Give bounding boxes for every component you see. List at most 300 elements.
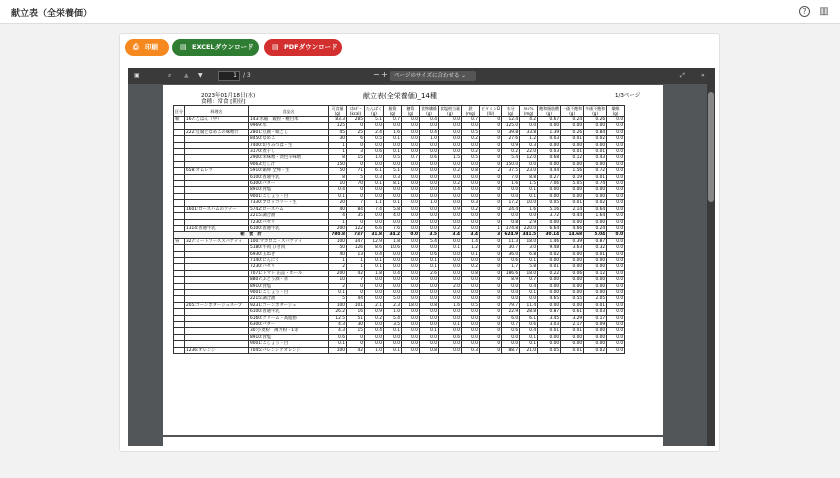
table-cell: 0.7 [462,117,480,123]
zoom-select[interactable]: ページのサイズに合わせる ⌄ [390,71,476,81]
table-cell: 0.0 [439,257,462,263]
table-cell: 0.1 [520,334,538,340]
table-cell: 0.5 [462,129,480,135]
table-cell: 0.0 [607,193,625,199]
table-cell: 0.2 [439,225,462,231]
table-cell: 0 [480,123,502,129]
table-cell: 0.0 [607,328,625,334]
table-cell: 0.1 [439,322,462,328]
table-cell: 0.0 [439,200,462,206]
table-cell: 0 [480,181,502,187]
table-cell: 0.0 [402,142,420,148]
table-cell: 0.0 [462,193,480,199]
table-cell: 0.9 [439,206,462,212]
pdf-viewer [128,68,715,446]
table-cell: 0.00 [561,142,584,148]
table-cell: 0.0 [607,225,625,231]
table-cell: 0.00 [584,219,607,225]
table-cell: 100 [329,347,347,353]
table-cell: 0.00 [584,264,607,270]
doc-title: 献立表(全栄養価)_14種 [363,92,437,100]
table-cell: 0.19 [561,174,584,180]
table-cell: 0.0 [420,213,439,219]
table-cell: 0.0 [462,174,480,180]
table-cell: 222:豆腐となめこの味噌汁 [185,129,249,135]
table-cell: 0.8 [420,347,439,353]
table-cell: 0.0 [384,257,402,263]
table-cell: 昼 [174,238,185,244]
table-cell: 1.5 [439,155,462,161]
table-cell: 0.0 [402,129,420,135]
table-cell: 0.0 [420,149,439,155]
table-cell: 8807:ぶどう酒・赤 [249,277,329,283]
table-cell: 1.6 [439,302,462,308]
table-cell: 1 [329,219,347,225]
table-cell: 0.3 [384,174,402,180]
table-cell: 1 [329,149,347,155]
table-cell: 4.0 [384,213,402,219]
table-cell: 2900:米味噌・淡色辛味噌 [249,155,329,161]
table-cell: 1314:普通牛乳 [185,225,249,231]
table-cell: 8 [329,155,347,161]
table-cell: 0.0 [420,161,439,167]
table-cell: 0 [480,219,502,225]
table-cell: 0.00 [561,289,584,295]
more-tools-icon[interactable]: » [701,72,705,79]
table-cell: 5.1 [384,168,402,174]
page-number-input[interactable]: 1 [218,71,240,81]
table-cell: 30:小麦粉 薄力粉・1等 [249,328,329,334]
table-cell: 0.0 [402,347,420,353]
table-cell: 0.0 [520,161,538,167]
table-cell: 5.4 [502,155,520,161]
table-cell: 0.1 [384,200,402,206]
table-cell: 0.1 [365,181,384,187]
table-cell: 0.00 [584,123,607,129]
table-cell: 0 [347,289,365,295]
table-row [174,347,625,353]
table-cell: 9001:こしょう・白 [249,193,329,199]
table-cell: 5.8 [520,264,538,270]
table-cell: 3 [347,149,365,155]
table-cell: 101 [347,302,365,308]
table-cell: 0.4 [365,251,384,257]
table-cell: 0 [480,309,502,315]
table-cell: 6100:普通牛乳 [249,309,329,315]
table-cell: 30 [329,136,347,142]
table-cell: 0 [480,213,502,219]
table-cell: 0.4 [439,187,462,193]
table-cell: 0.00 [584,328,607,334]
table-cell: 24.4 [502,206,520,212]
table-cell: 1.0 [384,309,402,315]
zoom-in-icon[interactable]: + [381,70,388,79]
table-cell: 0.4 [329,187,347,193]
table-cell: 1236:オレンジ [185,347,249,353]
table-cell: 0 [347,187,365,193]
table-cell: 6.6 [365,225,384,231]
excel-download-button[interactable]: ▤ EXCELダウンロード [172,39,259,56]
fullscreen-icon[interactable]: ⤢ [680,72,685,79]
table-cell: 0.17 [584,315,607,321]
table-cell: 0.1 [384,149,402,155]
table-cell: 0.8 [502,219,520,225]
table-cell: 0.5 [462,155,480,161]
table-cell: 341.5 [520,232,538,238]
table-cell: 0.6 [502,257,520,263]
table-cell: 0.0 [607,302,625,308]
table-cell: 0.0 [402,315,420,321]
table-cell: 84 [347,206,365,212]
table-cell: 0.0 [402,251,420,257]
viewer-scrollbar[interactable] [707,84,715,446]
table-cell: 0.0 [402,123,420,129]
table-cell: 0.0 [462,213,480,219]
table-cell: 0.0 [420,181,439,187]
table-cell: 7.4 [365,206,384,212]
table-cell: 0 [347,334,365,340]
table-cell: 0.0 [439,270,462,276]
table-cell: 3.0 [520,245,538,251]
table-cell: 5.16 [538,206,561,212]
table-cell: 9001:こしょう・白 [249,289,329,295]
table-cell: 0.00 [561,123,584,129]
table-cell: 3.4 [439,232,462,238]
table-cell: 34.2 [384,232,402,238]
help-icon[interactable]: ? [799,6,810,17]
table-cell: 0.9 [365,309,384,315]
table-cell: 0.00 [584,193,607,199]
table-cell: 186.6 [502,270,520,276]
table-cell: 0.00 [561,277,584,283]
table-cell: 7230:パセリ [249,264,329,270]
table-cell: 0.0 [607,238,625,244]
table-cell: 15 [347,155,365,161]
table-cell: 2.3 [384,302,402,308]
table-cell: 125.0 [502,123,520,129]
table-cell: 0 [347,123,365,129]
table-cell: 0.0 [365,277,384,283]
table-cell: 2.4 [365,129,384,135]
table-cell: 0.0 [420,283,439,289]
table-cell: 0.0 [462,341,480,347]
column-header: たんぱく (g) [366,106,382,116]
table-cell: 0.05 [538,200,561,206]
table-cell: 0.00 [584,187,607,193]
table-cell: 0.00 [584,257,607,263]
table-cell: 0.0 [402,270,420,276]
table-cell: 0.0 [384,193,402,199]
table-cell: 0 [480,315,502,321]
column-header: 食品名 [249,106,329,117]
table-cell: 6300:バター [249,322,329,328]
table-cell: 0.39 [561,238,584,244]
column-header: ｶﾙｼｳﾑ (mg) [520,106,538,117]
column-header: 食塩相当量 (g) [440,106,460,116]
table-cell: 0.1 [520,341,538,347]
table-cell: 0.0 [439,117,462,123]
table-cell: 8910:食塩 [249,334,329,340]
table-cell: 18.0 [402,302,420,308]
table-cell: 0.0 [402,187,420,193]
table-cell: 1.39 [538,129,561,135]
table-cell: 0.0 [607,289,625,295]
table-cell: 0.1 [365,264,384,270]
table-cell: 0.0 [384,283,402,289]
table-cell: 0.00 [538,277,561,283]
table-cell: 0.0 [439,309,462,315]
table-cell: 0.0 [402,200,420,206]
table-cell: 1.2 [520,136,538,142]
table-cell: 3 [480,232,502,238]
table-cell: 0.8 [462,270,480,276]
table-cell: 0.0 [439,328,462,334]
table-cell: 10.6 [384,245,402,251]
table-cell: 347 [347,238,365,244]
table-cell: 0.1 [384,328,402,334]
table-cell: 4.2 [520,117,538,123]
table-cell: 205:コーンポタージュスープ [185,302,249,308]
table-cell: 1 [480,225,502,231]
table-cell: 3170:煮干し [249,149,329,155]
table-cell: 5.8 [384,206,402,212]
table-cell: 0.0 [607,251,625,257]
table-cell: 28.8 [520,309,538,315]
printer-icon: ⎙ [133,43,139,51]
table-cell: 0 [347,283,365,289]
table-cell: 0.0 [607,334,625,340]
column-header: 可食量 (g) [329,106,347,117]
table-cell: 0.00 [561,283,584,289]
table-cell: 0.0 [502,334,520,340]
table-body [174,117,625,354]
table-cell: 0.1 [420,264,439,270]
table-cell: 6100:普通牛乳 [249,174,329,180]
table-cell: 0.0 [402,213,420,219]
table-cell: 0.0 [607,277,625,283]
table-cell: 0.0 [439,129,462,135]
table-cell: 0.0 [462,142,480,148]
table-cell: 0.6 [420,251,439,257]
table-cell: 0.0 [439,174,462,180]
table-cell: 0.00 [561,257,584,263]
sidebar-toggle-icon[interactable]: ▣ [134,72,140,79]
table-cell: 0.01 [561,149,584,155]
table-cell: 0.1 [462,251,480,257]
table-cell: 0.68 [538,155,561,161]
table-cell: 2.17 [561,322,584,328]
pdf-page [163,85,663,435]
column-header: 脂質 (g) [384,106,402,117]
table-cell: 0.55 [561,296,584,302]
table-cell: 0.0 [402,322,420,328]
table-cell: 0.1 [520,289,538,295]
table-cell: 12.4 [502,117,520,123]
table-cell: 0.01 [561,200,584,206]
table-cell: 0.0 [420,142,439,148]
column-header: 糖質 (g) [402,106,420,117]
table-cell: 0.87 [584,238,607,244]
table-cell: 0.0 [420,245,439,251]
table-cell: 0.0 [462,334,480,340]
search-icon[interactable]: ⌕ [168,72,172,79]
table-cell: 0 [480,347,502,353]
table-cell: 5.05 [561,181,584,187]
table-cell: 1.0 [365,155,384,161]
table-cell: 0.02 [584,136,607,142]
table-cell: 0.1 [520,257,538,263]
table-cell: 0.1 [520,193,538,199]
table-cell: 0.0 [462,309,480,315]
table-cell: 0.0 [365,334,384,340]
table-cell: 0.0 [384,161,402,167]
table-cell: 0.0 [402,232,420,238]
table-cell: 0.0 [420,123,439,129]
table-cell: 0.0 [439,136,462,142]
table-cell: 0 [480,251,502,257]
table-cell: 0.0 [402,289,420,295]
table-cell: 3.45 [538,315,561,321]
table-cell: 0.1 [329,289,347,295]
table-cell: 1.7 [502,264,520,270]
table-cell: 0.0 [607,213,625,219]
table-cell: 0.0 [402,225,420,231]
table-cell: 7.06 [538,181,561,187]
previous-page-icon[interactable]: ▲ [184,72,189,79]
table-cell: 0 [480,341,502,347]
table-cell: 0.0 [402,136,420,142]
table-cell: 0.32 [584,245,607,251]
table-cell: 0.0 [402,174,420,180]
table-cell: 6160:クリーム・高脂肪 [249,315,329,321]
table-cell: 0.0 [520,296,538,302]
scrollbar-thumb[interactable] [708,92,714,202]
table-cell: 0.00 [561,302,584,308]
zoom-out-icon[interactable]: − [373,70,380,79]
table-cell: 6930:玉ねぎ [249,251,329,257]
table-cell: 1.5 [520,181,538,187]
table-cell: 0 [480,187,502,193]
table-cell: 30.7 [502,245,520,251]
top-bar [0,0,840,24]
table-cell: 31.8 [365,232,384,238]
table-cell: 0.0 [462,219,480,225]
table-cell: 0.03 [584,309,607,315]
table-cell: 0.0 [462,277,480,283]
table-cell: 0.0 [365,213,384,219]
table-cell: 42 [347,270,365,276]
table-cell: 0.0 [462,328,480,334]
table-cell: 167:ごはん（中） [185,117,249,123]
table-cell: 0.26 [561,129,584,135]
table-cell: 7 [347,277,365,283]
book-icon[interactable]: ▥ [819,6,829,17]
table-cell: 朝 食 計 [174,232,329,238]
table-cell: 143:水稲 穀粒・精白米 [249,117,329,123]
table-cell: 0.0 [402,117,420,123]
table-cell: 0.0 [402,277,420,283]
table-cell: 0.0 [439,289,462,295]
doc-page-label: 1/3ページ [615,93,641,99]
column-header: ｴﾈﾙｷﾞｰ (kcal) [347,106,365,117]
table-cell: 3.72 [538,213,561,219]
table-cell: 5180:牛肉 ひき肉 [249,245,329,251]
table-cell: 37.5 [502,168,520,174]
print-button[interactable]: ⎙ 印刷 [125,39,169,56]
table-cell: 10.0 [520,200,538,206]
table-cell: 0.0 [420,322,439,328]
table-cell: 0.27 [538,174,561,180]
table-cell: 45 [329,129,347,135]
table-cell: 1.0 [420,136,439,142]
table-cell: 0.0 [607,347,625,353]
table-cell: 0.1 [365,257,384,263]
table-cell: 0.0 [365,219,384,225]
table-cell: 0.43 [584,155,607,161]
table-cell: 0.0 [402,309,420,315]
table-cell: 0 [480,328,502,334]
table-cell: 8910:食塩 [249,283,329,289]
table-cell: 0.00 [538,219,561,225]
table-cell: 2 [329,264,347,270]
table-cell: 0.09 [584,322,607,328]
table-cell: 0.00 [561,341,584,347]
table-cell: 0.0 [420,289,439,295]
table-cell: 0.0 [365,187,384,193]
table-cell: 25 [347,129,365,135]
table-cell: 1.56 [561,168,584,174]
table-cell: 0.0 [607,309,625,315]
table-cell: 9231:コーンポタージュ [249,302,329,308]
table-cell: 0 [480,296,502,302]
table-cell: 0.0 [607,155,625,161]
table-cell: 6.64 [538,225,561,231]
table-cell: 0.1 [420,328,439,334]
table-cell: 0.0 [420,296,439,302]
table-cell: 8 [329,174,347,180]
pdf-download-button[interactable]: ▤ PDFダウンロード [264,39,342,56]
table-cell: 0 [347,219,365,225]
table-cell: 0 [347,142,365,148]
table-cell: 1 [347,257,365,263]
table-cell: 0.0 [402,328,420,334]
column-header: 飽和脂肪酸 (g) [539,106,560,116]
table-cell: 30.14 [538,232,561,238]
table-cell: 6300:バター [249,181,329,187]
table-cell: 0.0 [365,341,384,347]
table-cell: 0.7 [502,322,520,328]
table-cell: 3.03 [538,322,561,328]
next-page-icon[interactable]: ▼ [198,72,203,79]
table-cell: 125 [329,123,347,129]
table-cell: 0.1 [329,193,347,199]
table-cell: 0.0 [439,264,462,270]
table-cell: 0.01 [561,136,584,142]
table-cell: 0.4 [384,270,402,276]
doc-meal: 食種：常食 [朝昼] [201,99,246,105]
table-cell: 0.00 [538,123,561,129]
table-cell: 1 [347,264,365,270]
pdf-next-page [163,437,663,446]
table-cell: 0.0 [402,193,420,199]
table-cell: 0.0 [402,161,420,167]
table-cell: 15 [347,328,365,334]
table-cell: 0.3 [462,200,480,206]
table-cell: 0.8 [420,302,439,308]
table-cell: 3.4 [462,232,480,238]
table-cell: 0.0 [502,213,520,219]
table-cell: 0.6 [329,334,347,340]
